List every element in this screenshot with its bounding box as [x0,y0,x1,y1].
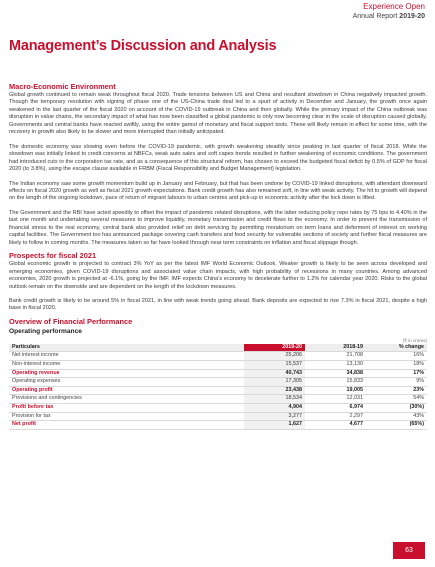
column-header: 2019-20 [244,344,305,352]
cell-percent-change: 23% [366,386,427,395]
cell-percent-change: 17% [366,369,427,378]
cell-2018-19: 4,677 [305,421,366,430]
operating-performance-table [9,344,427,430]
paragraph: The domestic economy was slowing even before the COVID-19 pandemic, with growth weakening steadily since peaking in last quarter of fiscal 2018. While the slowdown was initially linked to credit concerns at NBFCs, weak auto sales and soft capex trends resulted in further weakening of economic conditions. The government had introduced cuts to the corporation tax rate, and as a consequence of this structural reform, has chosen to exceed the budgeted fiscal deficit by 0.5% of GDP for fiscal 2020 (to 3.8%), using the escape clause available in FRBM (Fiscal Responsibility and Budget Management) legislation. [9,143,427,173]
paragraph: Global growth continued to remain weak throughout fiscal 2020. Trade tensions between US and China and resultant slowdown in China negatively impacted growth. Though the temporary resolution with signing of phase one of the US-China trade deal led to a spurt of activity in December and January, the growth once again weakened in the last quarter of the fiscal 2020 on account of the COVID-19 outbreak in China and then globally. While the primary impact of the China outbreak was disruption in value chains, the secondary impact of what has now been classified a global pandemic is only now becoming clear in the scale of disruption caused globally. Governments and central banks have reacted swiftly, using the entire gamut of monetary and fiscal support tools. These will likely remain in effect for some time, with the recovery in growth also likely to be slower and more interrupted than initially anticipated. [9,92,427,136]
cell-percent-change: (30%) [366,404,427,413]
row-label: Operating expenses [9,378,244,387]
cell-2018-19: 21,708 [305,352,366,361]
report-title [353,12,425,21]
table-row [9,386,427,395]
table-row [9,412,427,421]
cell-2019-20: 25,206 [244,352,305,361]
row-label: Operating profit [9,386,244,395]
cell-percent-change: 18% [366,361,427,370]
table-header-row [9,344,427,352]
cell-2019-20: 18,534 [244,395,305,404]
cell-percent-change: 43% [366,412,427,421]
row-label: Profit before tax [9,404,244,413]
company-name: Experience Open [363,2,425,11]
cell-2018-19: 6,974 [305,404,366,413]
unit-label: (₹ in crores) [402,337,427,343]
report-prefix: Annual Report [352,13,400,20]
cell-2019-20: 1,627 [244,421,305,430]
cell-percent-change: (65%) [366,421,427,430]
page-header [353,2,425,21]
table-row [9,421,427,430]
cell-percent-change: 16% [366,352,427,361]
table-row [9,369,427,378]
column-header: 2018-19 [305,344,366,352]
section-heading-prospects: Prospects for fiscal 2021 [9,251,97,261]
row-label: Provision for tax [9,412,244,421]
cell-2018-19: 19,005 [305,386,366,395]
page-title: Management’s Discussion and Analysis [9,38,277,54]
table-row [9,352,427,361]
cell-2019-20: 40,743 [244,369,305,378]
paragraph: Global economic growth is projected to contract 3% YoY as per the latest IMF World Economic Outlook. Weaker growth is likely to be seen across developed and emerging economies, given COVID-19 disruptions and associated value chain impacts, with high probability of recessions in many countries. Among advanced economies, 2020 growth is projected at -6.1%, going by the IMF. IMF expects China’s economy to decelerate further to 1.2% for calendar year 2020. Risks to the global outlook remain on the downside and are dependent on the length of the lockdown measures. [9,261,427,290]
cell-percent-change: 9% [366,378,427,387]
cell-2018-19: 34,838 [305,369,366,378]
cell-2018-19: 13,130 [305,361,366,370]
cell-2018-19: 2,297 [305,412,366,421]
report-year: 2019-20 [399,13,425,20]
page-number: 63 [393,542,425,559]
cell-2019-20: 4,904 [244,404,305,413]
main-content [9,82,427,430]
section-heading-overview: Overview of Financial Performance [9,316,133,326]
cell-2019-20: 15,537 [244,361,305,370]
table-row [9,395,427,404]
section-heading-macro: Macro-Economic Environment [9,82,116,91]
table-row [9,404,427,413]
column-header: Particulars [9,344,244,352]
cell-2019-20: 17,305 [244,378,305,387]
cell-percent-change: 54% [366,395,427,404]
row-label: Net interest income [9,352,244,361]
table-row [9,361,427,370]
cell-2018-19: 12,031 [305,395,366,404]
cell-2019-20: 3,277 [244,412,305,421]
paragraph: Bank credit growth is likely to be around 5% in fiscal 2021, in line with weak trends going ahead. Bank deposits are expected to rise 7.3% in fiscal 2021, despite a high base in fiscal 2020. [9,297,427,312]
row-label: Net profit [9,421,244,430]
cell-2018-19: 15,833 [305,378,366,387]
row-label: Operating revenue [9,369,244,378]
row-label: Provisions and contingencies [9,395,244,404]
cell-2019-20: 23,438 [244,386,305,395]
row-label: Non-interest income [9,361,244,370]
paragraph: The Government and the RBI have acted speedily to offset the impact of pandemic related disruptions, with the latter reducing policy repo rates by 75 bps to 4.40% in the last one month and undertaking several measures to improve liquidity, monetary transmission and credit flows to the economy. In order to prevent the transmission of financial stress to the real economy, central bank also provided relief on debt servicing by permitting moratorium on term loans and deferment of interest on working capital facilities. The Government too has announced package covering cash transfers and food security for vulnerable sections of society and further fiscal measures are likely to follow in coming months. The measures taken so far have looked through near term constraints on inflation and fiscal slippage though. [9,209,427,246]
subheading-operating-performance: Operating performance [9,327,82,335]
table-row [9,378,427,387]
column-header: % change [366,344,427,352]
paragraph: The Indian economy saw some growth momentum build up in January and February, but that has been undone by COVID-19 linked disruptions, with attendant downward effects on fiscal 2020 growth as well as fiscal 2021 growth expectations. Bank credit growth has also remained soft, in line with weak activity. The hit to growth will depend on the length of the ongoing lockdown, pace of return of migrant labours to urban centres and pick-up in economic activity after the lock down is lifted. [9,180,427,202]
